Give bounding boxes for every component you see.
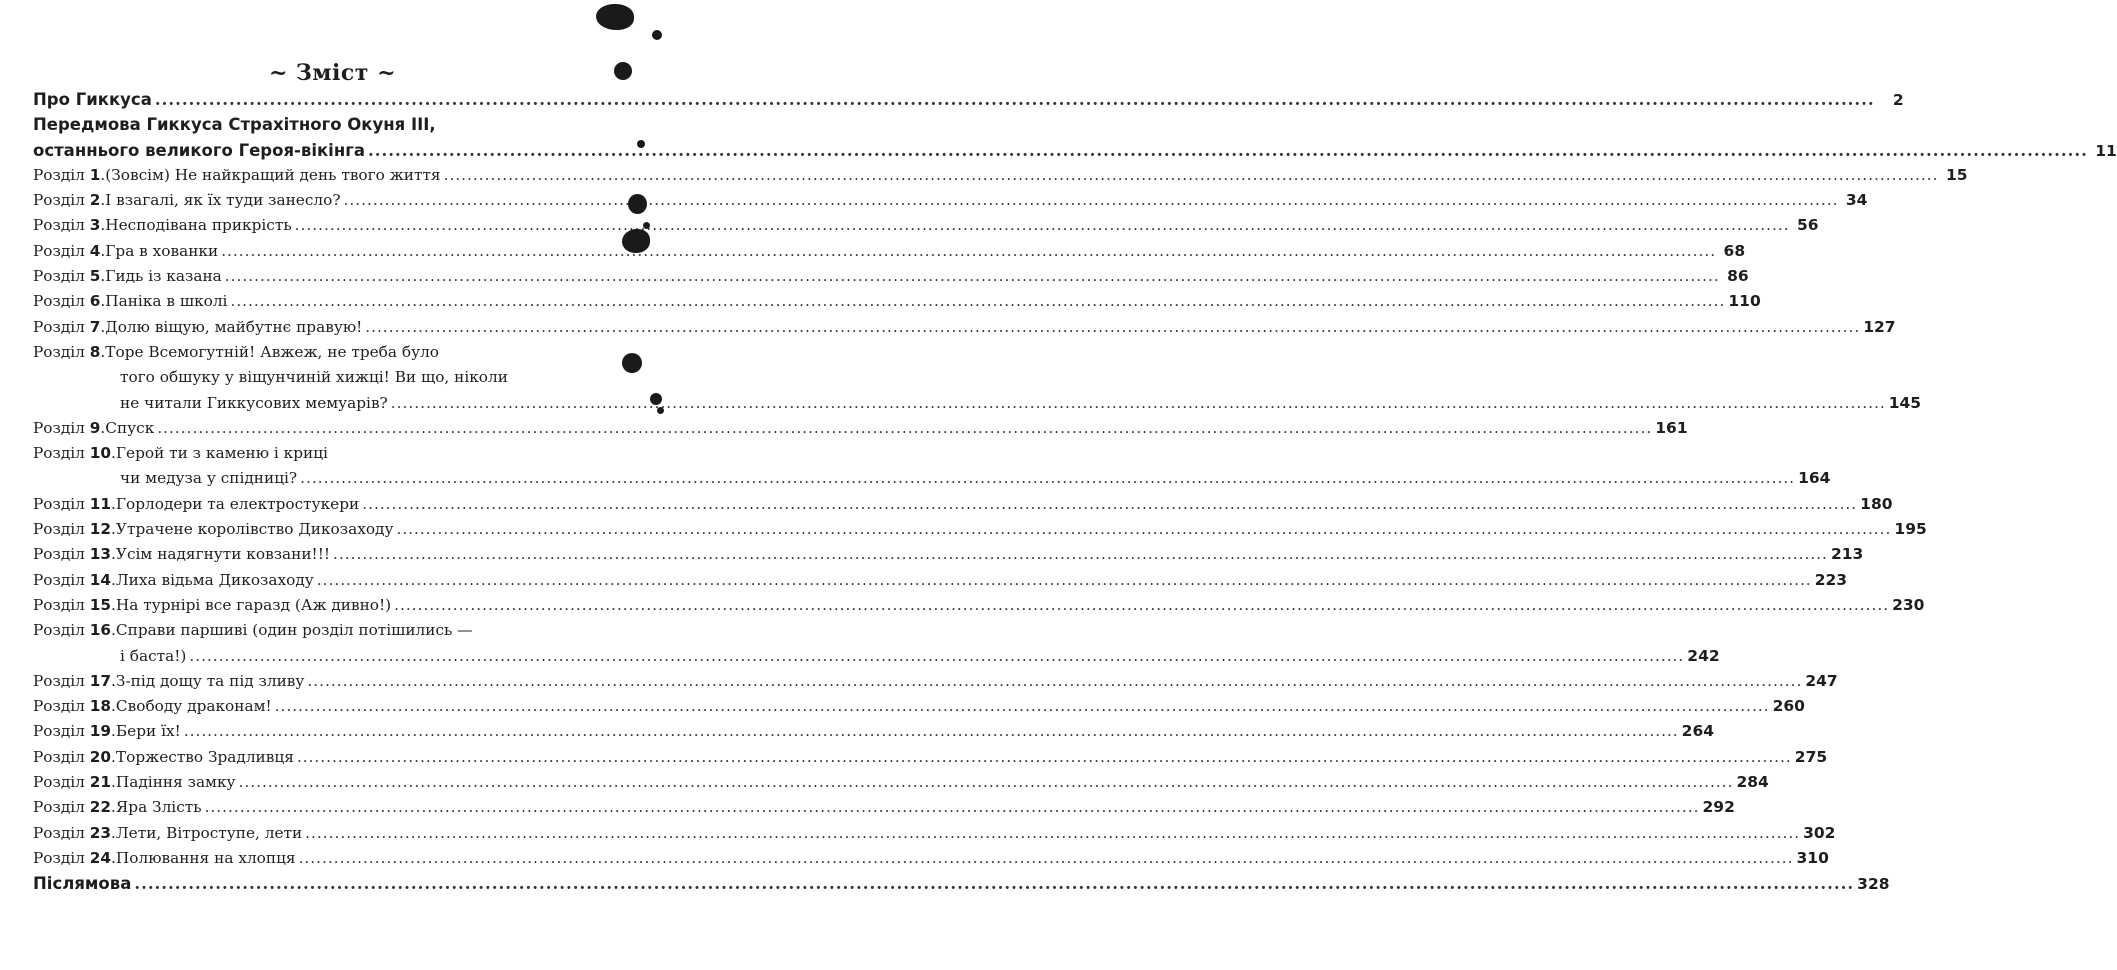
chapter-label: Розділ 1. bbox=[33, 165, 106, 184]
chapter-number: 15 bbox=[89, 595, 112, 614]
dot-leader bbox=[388, 391, 1889, 416]
toc-entry-title: Паніка в школі bbox=[105, 292, 228, 311]
toc-entry bbox=[33, 264, 1749, 289]
chapter-label: Розділ 10. bbox=[33, 444, 116, 463]
toc-entry-title: Бери їх! bbox=[115, 722, 181, 741]
toc-line bbox=[33, 517, 1927, 542]
page-number: 180 bbox=[1860, 494, 1893, 513]
chapter-number: 19 bbox=[89, 722, 112, 741]
chapter-prefix: Розділ bbox=[33, 595, 85, 614]
toc-line bbox=[33, 365, 569, 390]
chapter-label: Розділ 5. bbox=[33, 267, 106, 286]
chapter-prefix: Розділ bbox=[33, 697, 85, 716]
chapter-prefix: Розділ bbox=[33, 317, 85, 336]
dot-leader bbox=[296, 846, 1797, 871]
dot-leader bbox=[222, 264, 1723, 289]
dot-leader bbox=[314, 568, 1815, 593]
toc-entry-title: того обшуку у віщунчиній хижці! Ви що, ніколи bbox=[120, 368, 508, 387]
ink-blot-decoration bbox=[614, 62, 632, 80]
chapter-number: 9 bbox=[89, 418, 101, 437]
toc-entry bbox=[33, 87, 1904, 112]
toc-line bbox=[33, 87, 1904, 112]
toc-line bbox=[33, 441, 569, 466]
toc-entry-title: Торе Всемогутній! Авжеж, не треба було bbox=[105, 342, 440, 361]
chapter-number: 10 bbox=[89, 444, 112, 463]
toc-entry-title: Свободу драконам! bbox=[115, 697, 272, 716]
toc-entry-title: Лети, Вітроступе, лети bbox=[115, 823, 303, 842]
dot-leader bbox=[152, 87, 1878, 112]
toc-line bbox=[33, 188, 1868, 213]
page-number: 264 bbox=[1681, 722, 1715, 741]
toc-line bbox=[33, 618, 569, 643]
toc-entry-title: Герой ти з каменю і криці bbox=[115, 444, 328, 463]
page-number: 328 bbox=[1857, 875, 1890, 894]
toc-entry-title: Утрачене королівство Дикозаходу bbox=[115, 520, 394, 539]
dot-leader bbox=[294, 745, 1795, 770]
chapter-prefix: Розділ bbox=[33, 342, 85, 361]
ink-blot-decoration bbox=[652, 30, 662, 40]
chapter-label: Розділ 17. bbox=[33, 671, 116, 690]
dot-leader bbox=[218, 239, 1719, 264]
chapter-prefix: Розділ bbox=[33, 216, 85, 235]
toc-entry-title: Усім надягнути ковзани!!! bbox=[115, 545, 330, 564]
toc-line bbox=[33, 112, 569, 137]
page-number: 275 bbox=[1794, 747, 1828, 766]
page-number: 145 bbox=[1888, 393, 1922, 412]
dot-leader bbox=[297, 466, 1798, 491]
toc-entry-title: Долю віщую, майбутнє правую! bbox=[105, 317, 363, 336]
chapter-number: 14 bbox=[89, 570, 112, 589]
chapter-label: Розділ 22. bbox=[33, 798, 116, 817]
toc-line bbox=[33, 745, 1828, 770]
toc-entry bbox=[33, 517, 1927, 542]
page-number: 223 bbox=[1814, 570, 1848, 589]
chapter-prefix: Розділ bbox=[33, 241, 85, 260]
chapter-prefix: Розділ bbox=[33, 798, 85, 817]
toc-entry bbox=[33, 719, 1715, 744]
toc-line bbox=[33, 213, 1819, 238]
chapter-prefix: Розділ bbox=[33, 418, 85, 437]
chapter-number: 13 bbox=[89, 545, 112, 564]
toc-line bbox=[33, 289, 1761, 314]
ink-blot-decoration bbox=[637, 140, 645, 148]
chapter-number: 18 bbox=[89, 697, 112, 716]
toc-entry bbox=[33, 213, 1819, 238]
page-number: 11 bbox=[2095, 141, 2117, 160]
toc-entry-title: чи медуза у спідниці? bbox=[120, 469, 298, 488]
chapter-prefix: Розділ bbox=[33, 444, 85, 463]
toc-entry bbox=[33, 568, 1848, 593]
toc-entry-title: Гра в хованки bbox=[105, 241, 219, 260]
page-number: 247 bbox=[1805, 671, 1838, 690]
chapter-number: 16 bbox=[89, 621, 112, 640]
toc-entry bbox=[33, 745, 1828, 770]
chapter-prefix: Розділ bbox=[33, 570, 85, 589]
toc-entry bbox=[33, 770, 1769, 795]
chapter-label: Розділ 15. bbox=[33, 595, 116, 614]
chapter-number: 7 bbox=[89, 317, 101, 336]
page-number: 110 bbox=[1728, 292, 1761, 311]
chapter-label: Розділ 19. bbox=[33, 722, 116, 741]
toc-line bbox=[33, 770, 1769, 795]
page-number: 302 bbox=[1803, 823, 1836, 842]
toc-line bbox=[33, 644, 1720, 669]
chapter-prefix: Розділ bbox=[33, 494, 85, 513]
chapter-prefix: Розділ bbox=[33, 747, 85, 766]
toc-line bbox=[33, 492, 1893, 517]
chapter-number: 1 bbox=[89, 165, 101, 184]
chapter-number: 21 bbox=[89, 773, 112, 792]
toc-entry-title: і баста!) bbox=[120, 646, 187, 665]
chapter-label: Розділ 23. bbox=[33, 823, 116, 842]
chapter-label: Розділ 3. bbox=[33, 216, 106, 235]
page-number: 127 bbox=[1863, 317, 1896, 336]
toc-entry bbox=[33, 441, 1831, 492]
ink-blot-decoration bbox=[643, 222, 650, 229]
toc-entry-title: Про Гиккуса bbox=[33, 90, 152, 109]
page-number: 230 bbox=[1892, 595, 1925, 614]
dot-leader bbox=[202, 795, 1703, 820]
chapter-number: 4 bbox=[89, 241, 101, 260]
toc-line bbox=[33, 138, 2117, 163]
toc-entry-title: Падіння замку bbox=[115, 773, 236, 792]
chapter-prefix: Розділ bbox=[33, 621, 85, 640]
toc-entry-title: Спуск bbox=[105, 418, 155, 437]
toc-line bbox=[33, 795, 1735, 820]
chapter-number: 6 bbox=[89, 292, 101, 311]
ink-blot-decoration bbox=[596, 4, 634, 30]
toc-line bbox=[33, 315, 1896, 340]
toc-entry bbox=[33, 492, 1893, 517]
toc-entry bbox=[33, 795, 1735, 820]
toc-entry-title: Справи паршиві (один розділ потішились — bbox=[115, 621, 473, 640]
toc-entry-title: Несподівана прикрість bbox=[105, 216, 292, 235]
chapter-number: 8 bbox=[89, 342, 101, 361]
toc-entry bbox=[33, 163, 1968, 188]
dot-leader bbox=[186, 644, 1687, 669]
toc-entry bbox=[33, 188, 1868, 213]
chapter-number: 12 bbox=[89, 520, 112, 539]
chapter-number: 23 bbox=[89, 823, 112, 842]
ink-blot-decoration bbox=[622, 229, 650, 253]
page-number: 15 bbox=[1945, 165, 1968, 184]
chapter-label: Розділ 6. bbox=[33, 292, 106, 311]
toc-line bbox=[33, 593, 1925, 618]
chapter-label: Розділ 12. bbox=[33, 520, 116, 539]
toc-entry-title: Лиха відьма Дикозаходу bbox=[115, 570, 314, 589]
toc-entry-title: З-під дощу та під зливу bbox=[115, 671, 305, 690]
dot-leader bbox=[302, 821, 1803, 846]
chapter-label: Розділ 18. bbox=[33, 697, 116, 716]
page-number: 284 bbox=[1736, 773, 1769, 792]
dot-leader bbox=[181, 719, 1682, 744]
toc-entry-title: Гидь із казана bbox=[105, 267, 222, 286]
chapter-prefix: Розділ bbox=[33, 267, 85, 286]
ink-blot-decoration bbox=[628, 194, 647, 214]
page-number: 164 bbox=[1798, 469, 1831, 488]
dot-leader bbox=[359, 492, 1860, 517]
chapter-label: Розділ 4. bbox=[33, 241, 106, 260]
toc-line bbox=[33, 871, 1890, 896]
page-number: 292 bbox=[1702, 798, 1735, 817]
toc-entry-title: І взагалі, як їх туди занесло? bbox=[105, 191, 341, 210]
chapter-number: 3 bbox=[89, 216, 101, 235]
toc-entry-title: останнього великого Героя-вікінга bbox=[33, 140, 365, 160]
chapter-prefix: Розділ bbox=[33, 722, 85, 741]
chapter-prefix: Розділ bbox=[33, 165, 85, 184]
chapter-prefix: Розділ bbox=[33, 191, 85, 210]
toc-line bbox=[33, 821, 1836, 846]
chapter-label: Розділ 2. bbox=[33, 191, 106, 210]
chapter-number: 5 bbox=[89, 267, 101, 286]
toc-line bbox=[33, 340, 569, 365]
page-number: 310 bbox=[1796, 848, 1829, 867]
chapter-prefix: Розділ bbox=[33, 671, 85, 690]
toc-entry-title: Яра Злість bbox=[115, 798, 202, 817]
chapter-label: Розділ 16. bbox=[33, 621, 116, 640]
page-number: 34 bbox=[1845, 191, 1868, 210]
toc-entry-title: (Зовсім) Не найкращий день твого життя bbox=[105, 165, 441, 184]
chapter-label: Розділ 20. bbox=[33, 747, 116, 766]
chapter-label: Розділ 8. bbox=[33, 342, 106, 361]
page-number: 161 bbox=[1655, 418, 1688, 437]
page-number: 195 bbox=[1894, 520, 1927, 539]
toc-entry bbox=[33, 593, 1925, 618]
chapter-prefix: Розділ bbox=[33, 848, 85, 867]
page-number: 260 bbox=[1772, 697, 1805, 716]
page-number: 213 bbox=[1830, 545, 1864, 564]
chapter-number: 22 bbox=[89, 798, 112, 817]
chapter-prefix: Розділ bbox=[33, 520, 85, 539]
chapter-label: Розділ 14. bbox=[33, 570, 116, 589]
chapter-label: Розділ 9. bbox=[33, 418, 106, 437]
dot-leader bbox=[365, 138, 2091, 163]
toc-entry-title: Передмова Гиккуса Страхітного Окуня III, bbox=[33, 115, 436, 135]
chapter-label: Розділ 13. bbox=[33, 545, 116, 564]
chapter-prefix: Розділ bbox=[33, 292, 85, 311]
ink-blot-decoration bbox=[657, 407, 664, 414]
chapter-number: 20 bbox=[89, 747, 112, 766]
chapter-label: Розділ 7. bbox=[33, 317, 106, 336]
toc-line bbox=[33, 719, 1715, 744]
dot-leader bbox=[441, 163, 1942, 188]
chapter-label: Розділ 11. bbox=[33, 494, 116, 513]
dot-leader bbox=[393, 517, 1894, 542]
toc-line bbox=[33, 239, 1746, 264]
toc-entry bbox=[33, 871, 1890, 896]
toc-entry bbox=[33, 340, 1922, 416]
toc-entry-title: Горлодери та електростукери bbox=[115, 494, 360, 513]
page-number: 86 bbox=[1727, 267, 1749, 286]
chapter-label: Розділ 24. bbox=[33, 848, 116, 867]
chapter-prefix: Розділ bbox=[33, 773, 85, 792]
toc-entry bbox=[33, 618, 1720, 669]
table-of-contents bbox=[33, 87, 2117, 897]
dot-leader bbox=[304, 669, 1805, 694]
dot-leader bbox=[272, 694, 1773, 719]
toc-entry-title: Післямова bbox=[33, 874, 132, 894]
chapter-number: 11 bbox=[89, 494, 112, 513]
toc-line bbox=[33, 466, 1831, 491]
dot-leader bbox=[362, 315, 1863, 340]
page-number: 68 bbox=[1723, 241, 1746, 260]
toc-entry bbox=[33, 239, 1746, 264]
toc-entry bbox=[33, 694, 1805, 719]
dot-leader bbox=[391, 593, 1892, 618]
ink-blot-decoration bbox=[650, 393, 662, 405]
toc-line bbox=[33, 846, 1829, 871]
toc-line bbox=[33, 568, 1848, 593]
dot-leader bbox=[227, 289, 1728, 314]
toc-entry-title: На турнірі все гаразд (Аж дивно!) bbox=[115, 595, 392, 614]
page-number: 56 bbox=[1797, 216, 1819, 235]
toc-entry bbox=[33, 289, 1761, 314]
dot-leader bbox=[330, 542, 1831, 567]
toc-entry-title: не читали Гиккусових мемуарів? bbox=[120, 393, 388, 412]
toc-entry bbox=[33, 315, 1896, 340]
chapter-label: Розділ 21. bbox=[33, 773, 116, 792]
page-number: 242 bbox=[1687, 646, 1720, 665]
dot-leader bbox=[236, 770, 1737, 795]
toc-line bbox=[33, 669, 1838, 694]
toc-line bbox=[33, 163, 1968, 188]
toc-entry bbox=[33, 846, 1829, 871]
toc-entry bbox=[33, 416, 1688, 441]
toc-line bbox=[33, 416, 1688, 441]
dot-leader bbox=[154, 416, 1655, 441]
chapter-number: 24 bbox=[89, 848, 112, 867]
chapter-number: 2 bbox=[89, 191, 101, 210]
chapter-prefix: Розділ bbox=[33, 545, 85, 564]
dot-leader bbox=[341, 188, 1842, 213]
toc-line bbox=[33, 264, 1749, 289]
toc-entry bbox=[33, 669, 1838, 694]
chapter-prefix: Розділ bbox=[33, 823, 85, 842]
toc-entry bbox=[33, 112, 2117, 163]
dot-leader bbox=[292, 213, 1793, 238]
dot-leader bbox=[131, 871, 1857, 896]
toc-line bbox=[33, 391, 1922, 416]
chapter-number: 17 bbox=[89, 671, 112, 690]
toc-line bbox=[33, 694, 1805, 719]
toc-entry bbox=[33, 542, 1864, 567]
toc-line bbox=[33, 542, 1864, 567]
toc-entry-title: Полювання на хлопця bbox=[115, 848, 296, 867]
page-number: 2 bbox=[1892, 91, 1904, 109]
page-title: ~ Зміст ~ bbox=[268, 60, 397, 86]
toc-entry bbox=[33, 821, 1836, 846]
toc-entry-title: Торжество Зрадливця bbox=[115, 747, 294, 766]
ink-blot-decoration bbox=[622, 353, 642, 373]
